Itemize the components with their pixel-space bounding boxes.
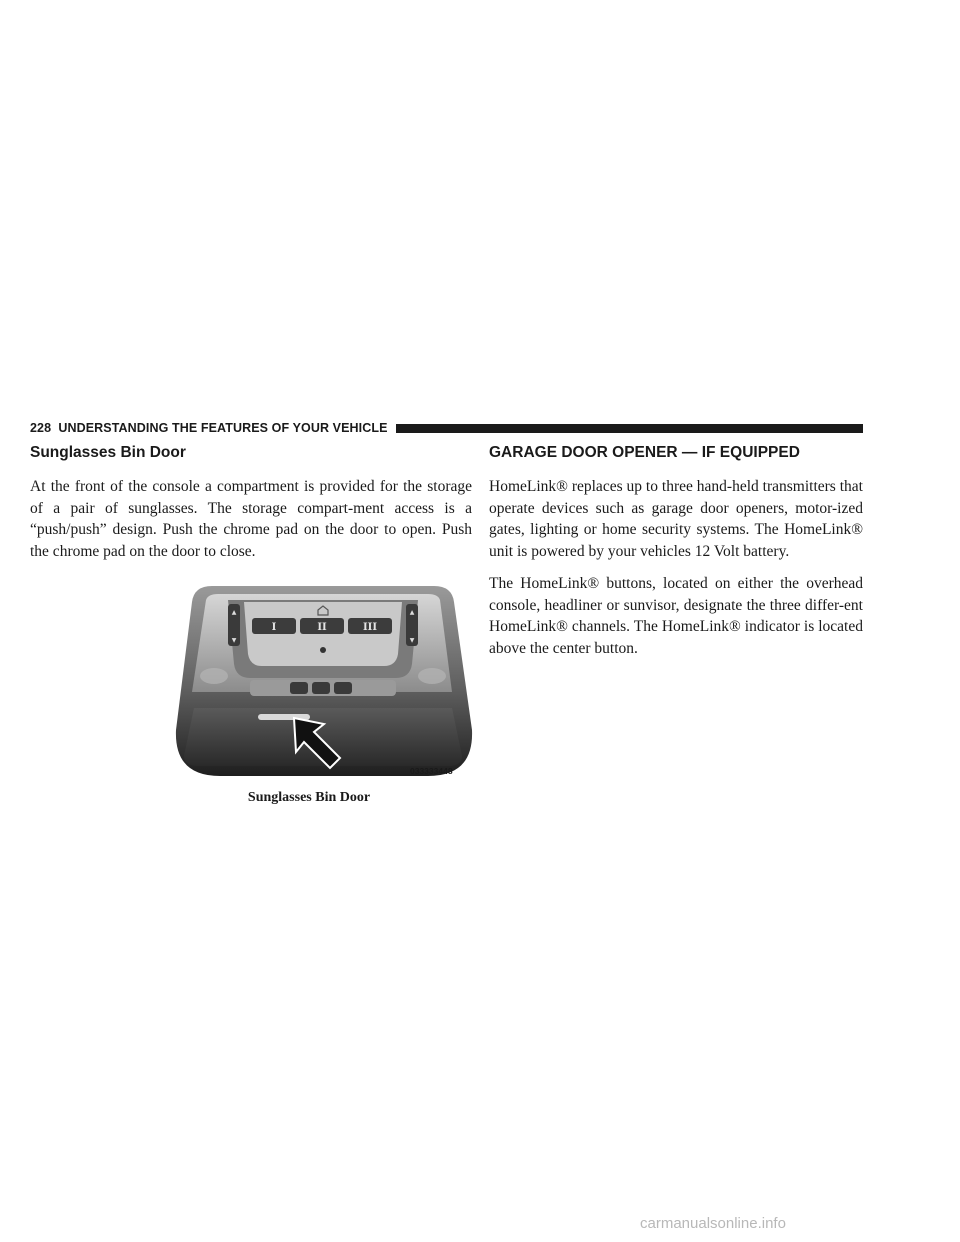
running-header	[30, 420, 863, 436]
figure-caption: Sunglasses Bin Door	[247, 790, 371, 805]
figure-code: 033333448	[410, 766, 453, 776]
header-rule	[396, 424, 863, 433]
homelink-paragraph-2: The HomeLink® buttons, located on either the overhead console, headliner or sunvisor, designate the three differ-ent HomeLink® channels. The HomeLink® indicator is located above the center button.	[489, 575, 863, 657]
homelink-paragraph-1: HomeLink® replaces up to three hand-held transmitters that operate devices such as garage door openers, motor-ized gates, lighting or home security systems. The HomeLink® unit is powered by your vehicles 12 Volt battery.	[489, 478, 863, 560]
section-heading-garage-door: GARAGE DOOR OPENER — IF EQUIPPED	[489, 444, 800, 461]
running-title: UNDERSTANDING THE FEATURES OF YOUR VEHICLE	[58, 421, 388, 435]
left-column	[30, 442, 472, 573]
section-heading-sunglasses: Sunglasses Bin Door	[30, 444, 186, 461]
page-header-text	[30, 421, 388, 435]
svg-text:▼: ▼	[409, 637, 415, 644]
homelink-button-2-label: II	[317, 622, 327, 633]
svg-text:▼: ▼	[231, 637, 237, 644]
sunglasses-paragraph: At the front of the console a compartment is provided for the storage of a pair of sunglasses. The storage compart-ment access is a “push/push” design. Push the chrome pad on the door to open. Push the chrome pad on the door to close.	[30, 478, 472, 560]
overhead-console-illustration	[172, 580, 474, 780]
homelink-button-1-label: I	[271, 622, 277, 633]
sunglasses-bin-figure	[172, 580, 474, 780]
homelink-button-3-label: III	[362, 622, 378, 633]
svg-text:▲: ▲	[409, 609, 415, 616]
watermark: carmanualsonline.info	[640, 1215, 786, 1232]
right-column	[489, 442, 863, 670]
page-number: 228	[30, 421, 52, 435]
svg-text:▲: ▲	[231, 609, 237, 616]
